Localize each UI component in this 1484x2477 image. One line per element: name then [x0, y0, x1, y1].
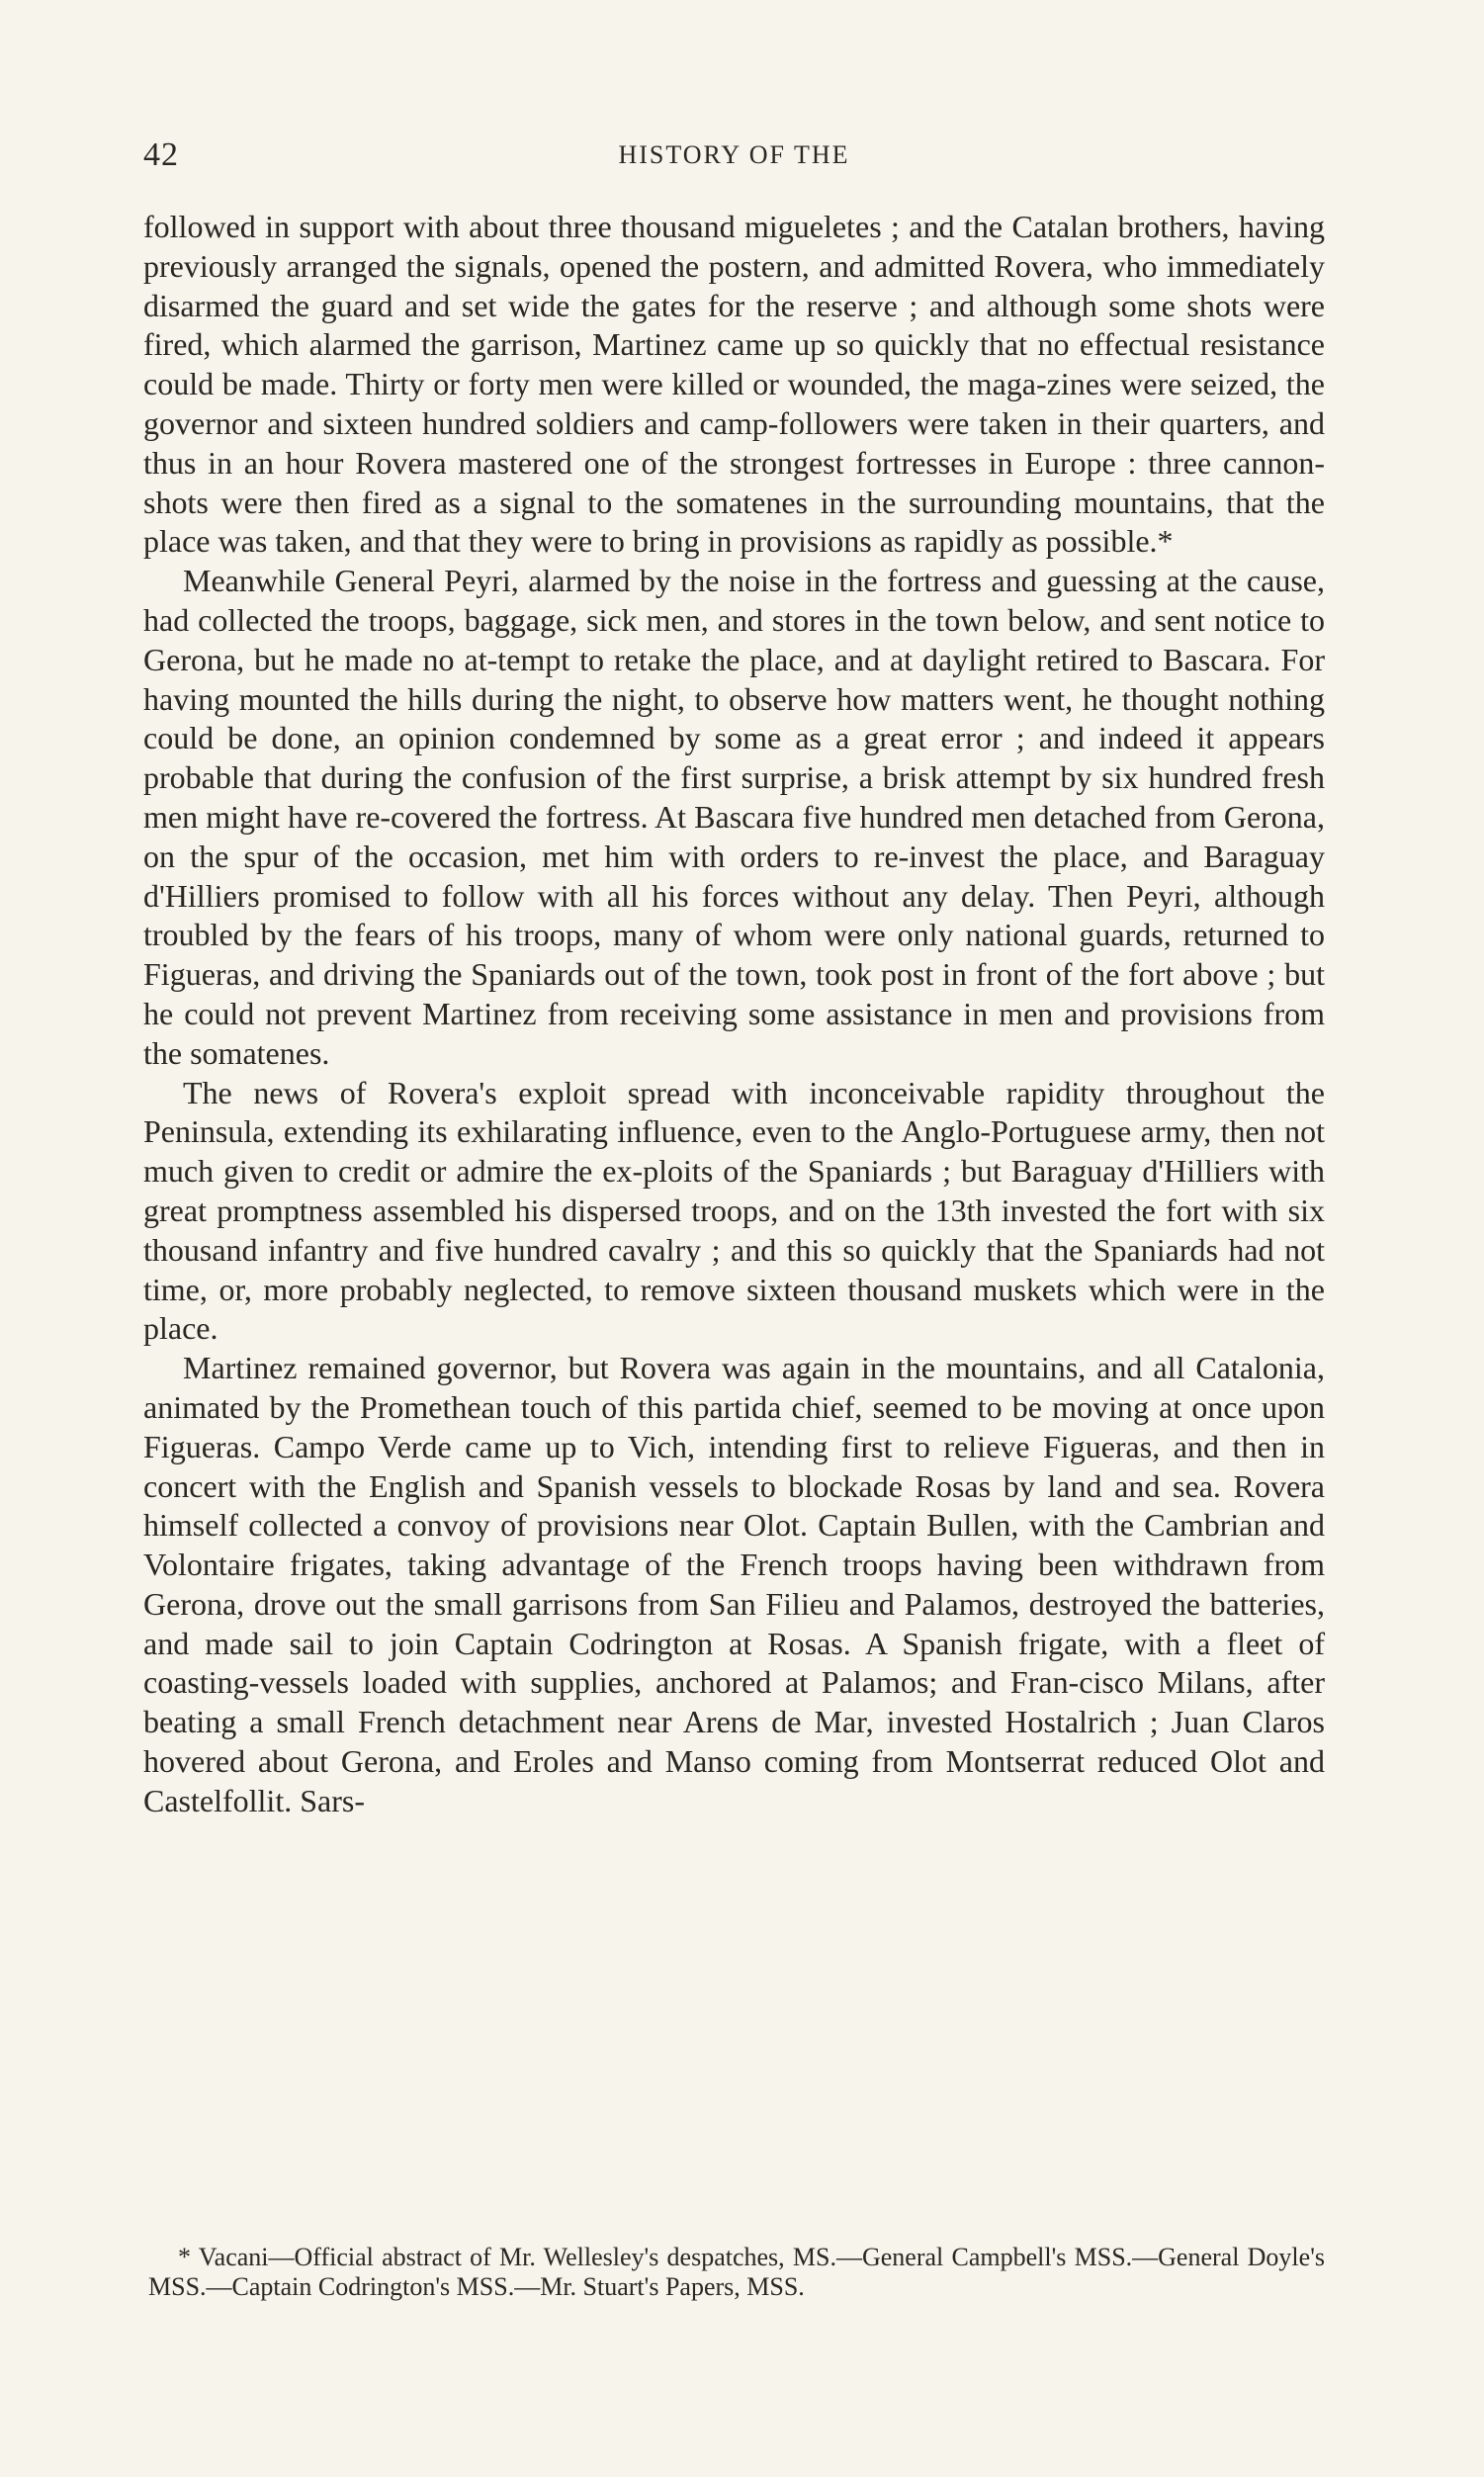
footnote-text: * Vacani—Official abstract of Mr. Wellesley's despatches, MS.—General Campbell's MSS.—General Doyle's MSS.—Captain Codrington's MSS.—Mr. Stuart's Papers, MSS. [148, 2243, 1325, 2301]
paragraph-3: The news of Rovera's exploit spread with inconceivable rapidity throughout the Peninsula, extending its exhilarating influence, even to the Anglo-Portuguese army, then not much given to credit or admire the ex-ploits of the Spaniards ; but Baraguay d'Hilliers with great promptness assembled his dispersed troops, and on the 13th invested the fort with six thousand infantry and five hundred cavalry ; and this so quickly that the Spaniards had not time, or, more probably neglected, to remove sixteen thousand muskets which were in the place. [143, 1074, 1325, 1347]
page-number: 42 [143, 136, 179, 173]
paragraph-4: Martinez remained governor, but Rovera was again in the mountains, and all Catalonia, animated by the Promethean touch of this partida chief, seemed to be moving at once upon Figueras. Campo Verde came up to Vich, intending first to relieve Figueras, and then in concert with the English and Spanish vessels to blockade Rosas by land and sea. Rovera himself collected a convoy of provisions near Olot. Captain Bullen, with the Cambrian and Volontaire frigates, taking advantage of the French troops having been withdrawn from Gerona, drove out the small garrisons from San Filieu and Palamos, destroyed the batteries, and made sail to join Captain Codrington at Rosas. A Spanish frigate, with a fleet of coasting-vessels loaded with supplies, anchored at Palamos; and Fran-cisco Milans, after beating a small French detachment near Arens de Mar, invested Hostalrich ; Juan Claros hovered about Gerona, and Eroles and Manso coming from Montserrat reduced Olot and Castelfollit. Sars- [143, 1350, 1325, 1818]
footnote [148, 2243, 1325, 2302]
running-title: HISTORY OF THE [618, 140, 850, 169]
main-text [143, 208, 1325, 1821]
page-header [143, 136, 1325, 176]
paragraph-1: followed in support with about three thousand migueletes ; and the Catalan brothers, having previously arranged the signals, opened the postern, and admitted Rovera, who immediately disarmed the guard and set wide the gates for the reserve ; and although some shots were fired, which alarmed the garrison, Martinez came up so quickly that no effectual resistance could be made. Thirty or forty men were killed or wounded, the maga-zines were seized, the governor and sixteen hundred soldiers and camp-followers were taken in their quarters, and thus in an hour Rovera mastered one of the strongest fortresses in Europe : three cannon-shots were then fired as a signal to the somatenes in the surrounding mountains, that the place was taken, and that they were to bring in provisions as rapidly as possible.* [143, 209, 1325, 560]
paragraph-2: Meanwhile General Peyri, alarmed by the noise in the fortress and guessing at the cause, had collected the troops, baggage, sick men, and stores in the town below, and sent notice to Gerona, but he made no at-tempt to retake the place, and at daylight retired to Bascara. For having mounted the hills during the night, to observe how matters went, he thought nothing could be done, an opinion condemned by some as a great error ; and indeed it appears probable that during the confusion of the first surprise, a brisk attempt by six hundred fresh men might have re-covered the fortress. At Bascara five hundred men detached from Gerona, on the spur of the occasion, met him with orders to re-invest the place, and Baraguay d'Hilliers promised to follow with all his forces without any delay. Then Peyri, although troubled by the fears of his troops, many of whom were only national guards, returned to Figueras, and driving the Spaniards out of the town, took post in front of the fort above ; but he could not prevent Martinez from receiving some assistance in men and provisions from the somatenes. [143, 563, 1325, 1071]
